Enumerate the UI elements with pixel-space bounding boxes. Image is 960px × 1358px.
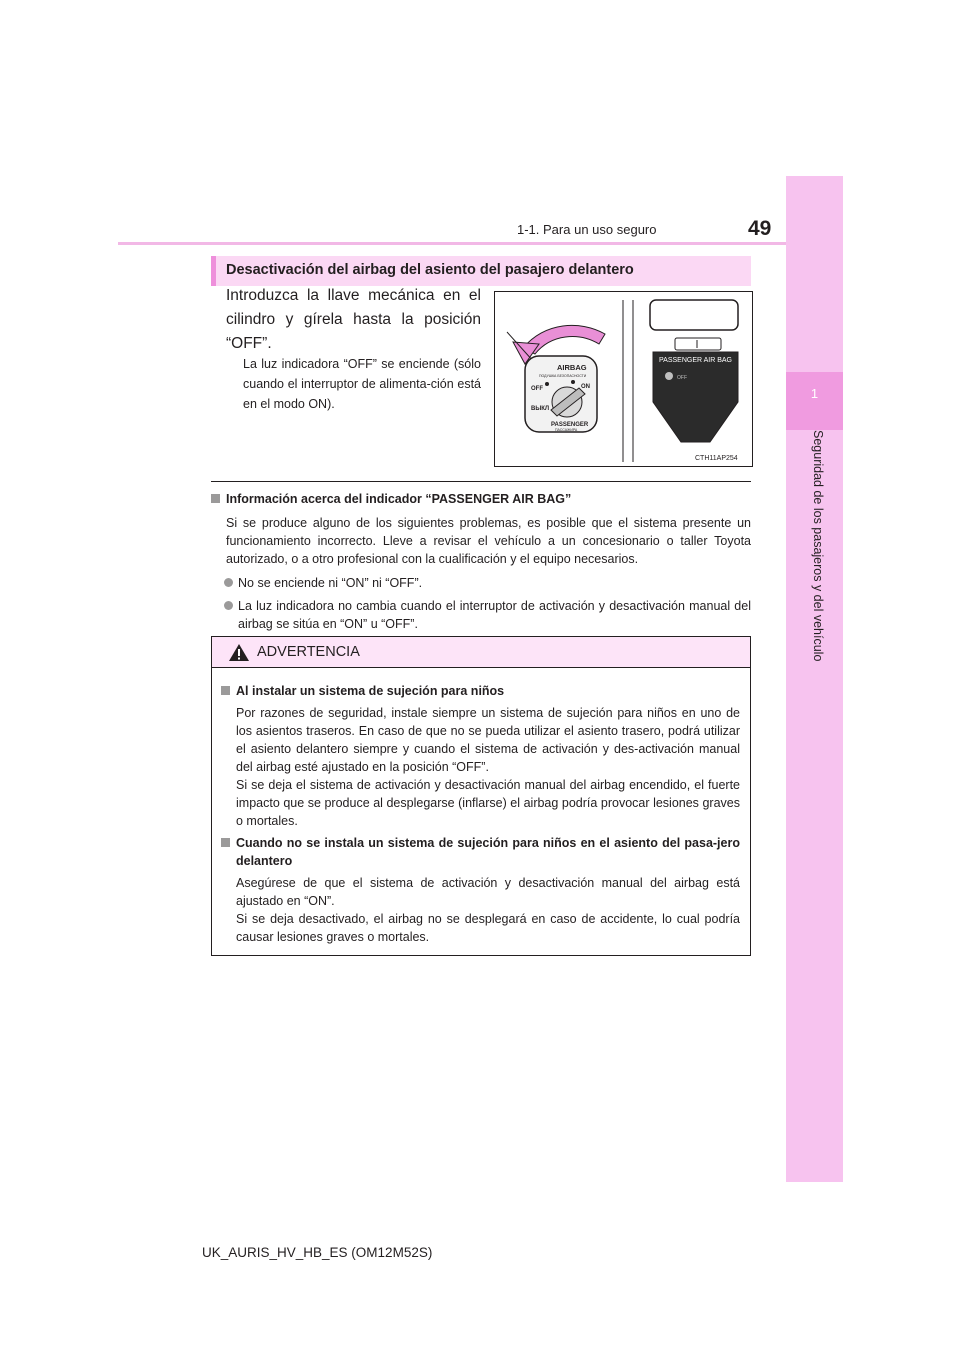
header-rule <box>118 242 786 245</box>
switch-airbag-label: AIRBAG <box>557 363 587 372</box>
overhead-console <box>650 300 738 330</box>
document-code: UK_AURIS_HV_HB_ES (OM12M52S) <box>202 1245 433 1260</box>
switch-passenger-label: PASSENGER <box>551 422 589 428</box>
indicator-panel <box>653 352 738 442</box>
warning-paragraph: Por razones de seguridad, instale siempre un sistema de sujeción para niños en uno de los asientos traseros. En caso de que no se pueda utilizar el asiento trasero, podrá utilizar el asiento delantero siempre y cuando el sistema de activación y des-activación manual del airbag esté ajustado en la posición “OFF”. <box>236 706 740 774</box>
warning-body <box>212 668 750 946</box>
list-item: La luz indicadora no cambia cuando el interruptor de activación y desactivación manual del airbag se sitúa en “ON” u “OFF”. <box>238 597 751 633</box>
section-title-bar <box>211 256 751 286</box>
warning-item-heading: Al instalar un sistema de sujeción para niños <box>221 682 740 700</box>
intro-note: La luz indicadora “OFF” se enciende (sólo cuando el interruptor de alimenta-ción está en el modo ON). <box>243 357 481 411</box>
warning-paragraph: Asegúrese de que el sistema de activación y desactivación manual del airbag está ajustado en “ON”. <box>236 876 740 908</box>
square-bullet-icon <box>211 494 220 503</box>
switch-on-label: ON <box>581 384 590 390</box>
chapter-number: 1 <box>810 386 819 401</box>
warning-box <box>211 636 751 956</box>
square-bullet-icon <box>221 838 230 847</box>
chapter-tab <box>786 372 843 430</box>
chapter-label: Seguridad de los pasajeros y del vehículo <box>811 430 825 662</box>
title-accent <box>211 256 216 286</box>
switch-off-label: OFF <box>531 386 543 392</box>
indicator-title: PASSENGER AIR BAG <box>659 357 733 364</box>
warning-paragraph: Si se deja desactivado, el airbag no se desplegará en caso de accidente, lo cual podría causar lesiones graves o mortales. <box>236 912 740 944</box>
figure-code: CTH11AP254 <box>695 455 738 462</box>
warning-triangle-icon <box>228 643 250 662</box>
warning-label: ADVERTENCIA <box>257 644 360 660</box>
indicator-info <box>211 490 751 638</box>
passenger-airbag-icon <box>665 372 673 380</box>
console-button <box>675 338 721 350</box>
info-heading: Información acerca del indicador “PASSENGER AIR BAG” <box>211 490 751 508</box>
page-number: 49 <box>748 217 772 240</box>
section-reference: 1-1. Para un uso seguro <box>517 222 657 237</box>
square-bullet-icon <box>221 686 230 695</box>
bullet-dot-icon <box>224 601 233 610</box>
switch-off-ru-label: ВЫКЛ <box>531 406 550 412</box>
intro-instruction: Introduzca la llave mecánica en el cilindro y gírela hasta la posición “OFF”. <box>226 287 481 352</box>
warning-item-heading: Cuando no se instala un sistema de sujeción para niños en el asiento del pasa-jero delantero <box>221 834 740 870</box>
switch-passenger-ru-label: ПАССАЖИРА <box>555 428 578 432</box>
info-body: Si se produce alguno de los siguientes problemas, es posible que el sistema presente un funcionamiento incorrecto. Lleve a revisar el vehículo a un concesionario o taller Toyota autorizado, o a otro profesional con la cualificación y el equipo necesarios. <box>226 516 751 566</box>
airbag-switch-figure <box>494 291 753 467</box>
indicator-off-label: OFF <box>677 375 687 381</box>
section-divider <box>211 481 751 482</box>
warning-header <box>212 637 750 668</box>
warning-paragraph: Si se deja el sistema de activación y desactivación manual del airbag encendido, el fuerte impacto que se produce al desplegarse (inflarse) el airbag podría provocar lesiones graves o mortales. <box>236 778 740 828</box>
on-position-dot <box>571 380 575 384</box>
list-item: No se enciende ni “ON” ni “OFF”. <box>238 574 751 592</box>
bullet-dot-icon <box>224 578 233 587</box>
off-position-dot <box>545 382 549 386</box>
info-bullet-list <box>211 574 751 633</box>
section-title: Desactivación del airbag del asiento del pasajero delantero <box>226 262 634 278</box>
switch-cyrillic-label: ПОДУШКА БЕЗОПАСНОСТИ <box>539 374 587 378</box>
